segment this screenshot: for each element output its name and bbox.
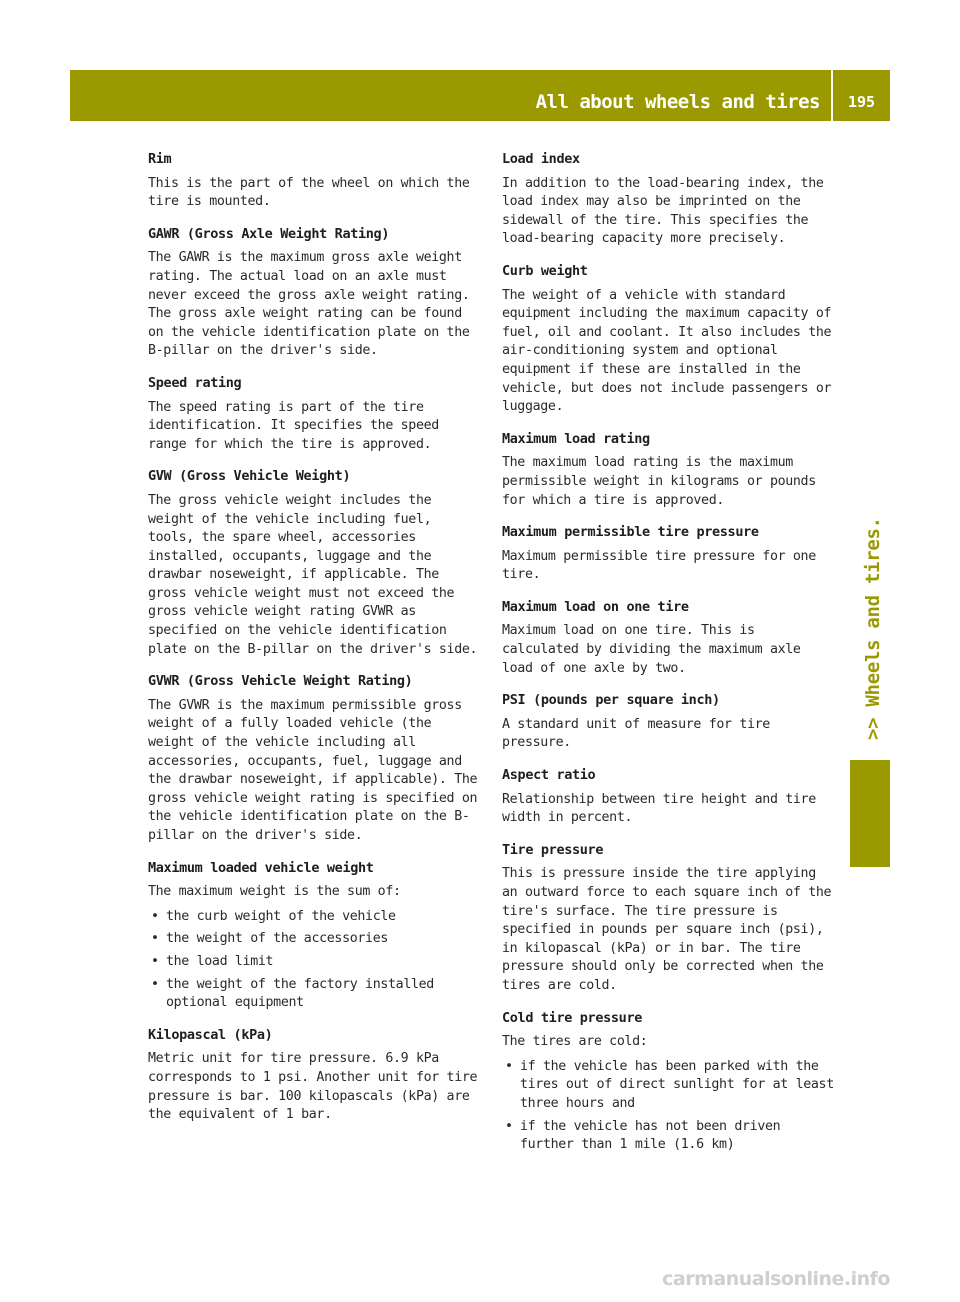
bullet-item: • if the vehicle has been parked with the tires out of direct sunlight for at least three hours and bbox=[502, 1058, 836, 1114]
entry-title: Maximum permissible tire pressure bbox=[502, 524, 759, 541]
glossary-entry bbox=[502, 262, 836, 417]
glossary-entry bbox=[148, 467, 482, 659]
entry-text: Relationship between tire height and tire width in percent. bbox=[502, 791, 816, 826]
page-title: All about wheels and tires bbox=[535, 91, 820, 113]
entry-title: GAWR (Gross Axle Weight Rating) bbox=[148, 225, 390, 242]
glossary-entry bbox=[502, 691, 836, 753]
glossary-entry bbox=[502, 841, 836, 996]
glossary-entry bbox=[148, 225, 482, 361]
glossary-entry bbox=[148, 672, 482, 845]
entry-text: Maximum load on one tire. This is calculated by dividing the maximum axle load of one axle by two. bbox=[502, 623, 801, 676]
entry-text: The maximum load rating is the maximum permissible weight in kilograms or pounds for which a tire is approved. bbox=[502, 455, 816, 508]
entry-text: The gross vehicle weight includes the weight of the vehicle including fuel, tools, the spare wheel, accessories installed, occupants, luggage and the drawbar noseweight, if applicable. The gross vehicle weight must not exceed the gross vehicle weight rating GVWR as specified on the vehicle identification plate on the B-pillar on the driver's side. bbox=[148, 492, 478, 657]
page-number: 195 bbox=[847, 93, 876, 111]
glossary-entry bbox=[148, 374, 482, 454]
side-tab-label: >> Wheels and tires. bbox=[862, 517, 884, 740]
bullet-item: • the weight of the factory installed optional equipment bbox=[148, 976, 482, 1013]
entry-text: Metric unit for tire pressure. 6.9 kPa corresponds to 1 psi. Another unit for tire pressure is bar. 100 kilopascals (kPa) are the equivalent of 1 bar. bbox=[148, 1051, 478, 1123]
entry-title: Kilopascal (kPa) bbox=[148, 1026, 273, 1043]
glossary-entry bbox=[148, 859, 482, 1013]
bullet-list bbox=[502, 1058, 836, 1155]
glossary-entry bbox=[502, 523, 836, 585]
entry-text: The GVWR is the maximum permissible gross weight of a fully loaded vehicle (the weight of the vehicle including all accessories, occupants, fuel, luggage and the drawbar noseweight, if applicable). The gross vehicle weight rating is specified on the vehicle identification plate on the B-pillar on the driver's side. bbox=[148, 697, 478, 843]
entry-title: Tire pressure bbox=[502, 841, 604, 858]
entry-title: Cold tire pressure bbox=[502, 1009, 642, 1026]
entry-text: In addition to the load-bearing index, the load index may also be imprinted on the sidewall of the tire. This specifies the load-bearing capacity more precisely. bbox=[502, 175, 824, 247]
side-tab-block bbox=[850, 760, 890, 867]
entry-title: Curb weight bbox=[502, 262, 588, 279]
entry-title: Rim bbox=[148, 151, 172, 167]
glossary-entry bbox=[502, 430, 836, 510]
entry-text: This is pressure inside the tire applying an outward force to each square inch of the tire's surface. The tire pressure is specified in pounds per square inch (psi), in kilopascal (kPa) or in bar. The tire pressure should only be corrected when the tires are cold. bbox=[502, 866, 832, 993]
entry-title: Load index bbox=[502, 151, 580, 167]
entry-title: GVWR (Gross Vehicle Weight Rating) bbox=[148, 673, 413, 690]
header-bar bbox=[70, 70, 890, 121]
entry-title: Speed rating bbox=[148, 374, 242, 391]
glossary-entry bbox=[148, 1026, 482, 1125]
left-column bbox=[148, 150, 482, 1138]
entry-text: The GAWR is the maximum gross axle weight rating. The actual load on an axle must never exceed the gross axle weight rating. The gross axle weight rating can be found on the vehicle identification plate on the B-pillar on the driver's side. bbox=[148, 250, 470, 359]
entry-text: The tires are cold: bbox=[502, 1034, 648, 1050]
bullet-item: • the curb weight of the vehicle bbox=[148, 908, 482, 927]
entry-text: The maximum weight is the sum of: bbox=[148, 884, 401, 900]
entry-text: This is the part of the wheel on which the tire is mounted. bbox=[148, 175, 470, 210]
entry-title: Maximum load rating bbox=[502, 430, 650, 447]
glossary-entry bbox=[502, 766, 836, 828]
entry-title: GVW (Gross Vehicle Weight) bbox=[148, 468, 351, 485]
glossary-entry bbox=[502, 150, 836, 249]
entry-title: Aspect ratio bbox=[502, 767, 596, 784]
entry-text: Maximum permissible tire pressure for one tire. bbox=[502, 548, 816, 583]
glossary-entry bbox=[502, 598, 836, 678]
entry-text: The weight of a vehicle with standard equipment including the maximum capacity of fuel, oil and coolant. It also includes the air-conditioning system and optional equipment if these are installed in the vehicle, but does not include passengers or luggage. bbox=[502, 287, 832, 415]
bullet-item: • the weight of the accessories bbox=[148, 930, 482, 949]
entry-title: Maximum loaded vehicle weight bbox=[148, 859, 374, 876]
entry-text: The speed rating is part of the tire identification. It specifies the speed range for which the tire is approved. bbox=[148, 399, 439, 452]
entry-title: Maximum load on one tire bbox=[502, 598, 689, 615]
entry-title: PSI (pounds per square inch) bbox=[502, 692, 720, 709]
bullet-list bbox=[148, 908, 482, 1013]
bullet-item: • if the vehicle has not been driven further than 1 mile (1.6 km) bbox=[502, 1118, 836, 1155]
glossary-entry bbox=[148, 150, 482, 212]
glossary-entry bbox=[502, 1009, 836, 1155]
watermark: carmanualsonline.info bbox=[662, 1268, 890, 1290]
entry-text: A standard unit of measure for tire pressure. bbox=[502, 716, 770, 751]
bullet-item: • the load limit bbox=[148, 953, 482, 972]
right-column bbox=[502, 150, 836, 1168]
